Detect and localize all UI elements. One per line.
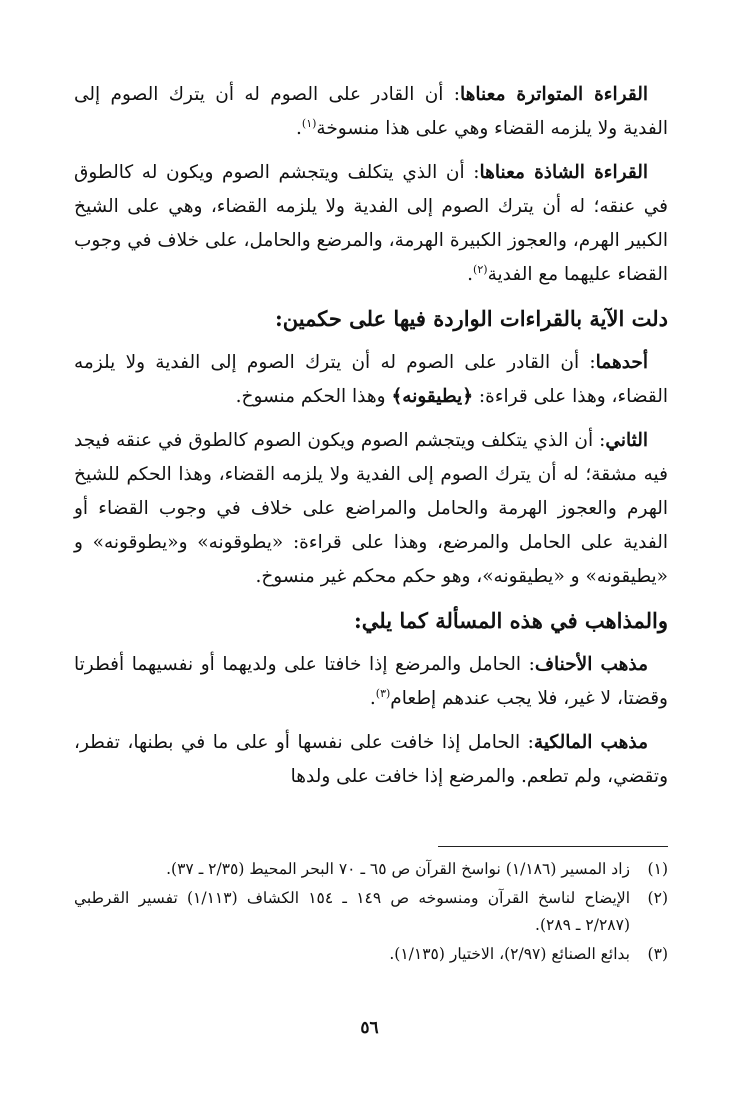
footnote-ref[interactable]: (٣) xyxy=(375,686,391,700)
paragraph-end: . xyxy=(467,264,474,285)
paragraph-text: : الحامل والمرضع إذا خافتا على ولديهما أو نفسيهما أفطرتا وقضتا، لا غير، فلا يجب عندهم إطعام xyxy=(74,654,668,709)
paragraph-shadhdha xyxy=(74,156,668,292)
paragraph-hanafi xyxy=(74,648,668,716)
footnote-number: (٣) xyxy=(647,945,668,963)
paragraph-lead: مذهب الأحناف xyxy=(534,654,648,675)
paragraph-maliki xyxy=(74,726,668,794)
section-heading-madhahib: والمذاهب في هذه المسألة كما يلي: xyxy=(353,608,668,633)
paragraph-lead: القراءة الشاذة معناها xyxy=(479,162,648,183)
paragraph-mutawatir xyxy=(74,78,668,146)
footnote-divider xyxy=(438,846,668,847)
paragraph-text: : أن القادر على الصوم له أن يترك الصوم إلى الفدية ولا يلزمه القضاء، وهذا على قراءة: xyxy=(74,352,668,407)
footnote-item xyxy=(74,856,668,883)
paragraph-end: . xyxy=(369,688,376,709)
paragraph-text: : أن القادر على الصوم له أن يترك الصوم إلى الفدية ولا يلزمه القضاء وهي على هذا منسوخة xyxy=(74,84,668,139)
paragraph-lead: القراءة المتواترة معناها xyxy=(460,84,648,105)
footnote-number: (٢) xyxy=(647,889,668,907)
paragraph-end: . xyxy=(296,118,302,139)
section-heading-rulings: دلت الآية بالقراءات الواردة فيها على حكمين: xyxy=(275,306,668,331)
footnotes xyxy=(74,856,668,970)
footnote-number: (١) xyxy=(647,860,668,878)
paragraph-text: : الحامل إذا خافت على نفسها أو على ما في بطنها، تفطر، وتقضي، ولم تطعم. والمرضع إذا خافت على ولدها xyxy=(74,732,668,787)
paragraph-text: : أن الذي يتكلف ويتجشم الصوم ويكون له كالطوق في عنقه؛ له أن يترك الصوم إلى الفدية ولا يلزمه القضاء، وهي على الشيخ الكبير الهرم، والعجوز الكبيرة الهرمة، والمرضع والحامل، على خلاف في وجوب القضاء عليهما مع الفدية xyxy=(74,162,668,285)
paragraph-ruling-first xyxy=(74,346,668,414)
paragraph-lead: الثاني xyxy=(605,430,648,451)
paragraph-text: : أن الذي يتكلف ويتجشم الصوم ويكون الصوم كالطوق في عنقه فيجد فيه مشقة؛ له أن يترك الصوم إلى الفدية ولا يلزمه القضاء، وهذا الحكم للشيخ الهرم والعجوز الهرمة والحامل والمراضع على خلاف في وجوب القضاء أو الفدية على الحامل والمرضع، وهذا على قراءة: «يطوقونه» و«يطوقونه» و «يطيقونه» و «يطيقونه»، وهو حكم محكم غير منسوخ. xyxy=(74,430,668,587)
footnote-item xyxy=(74,941,668,968)
page-number: ٥٦ xyxy=(360,1018,379,1038)
paragraph-tail: وهذا الحكم منسوخ. xyxy=(235,386,392,407)
footnote-item xyxy=(74,885,668,939)
paragraph-lead: أحدهما xyxy=(595,352,648,373)
footnote-ref[interactable]: (٢) xyxy=(473,262,488,276)
quran-reading: ﴿يطيقونه﴾ xyxy=(391,386,474,407)
footnote-text: بدائع الصنائع (٢/٩٧)، الاختيار (١/١٣٥). xyxy=(389,945,630,963)
paragraph-ruling-second xyxy=(74,424,668,594)
footnote-ref[interactable]: (١) xyxy=(301,116,317,130)
footnote-text: زاد المسير (١/١٨٦) نواسخ القرآن ص ٦٥ ـ ٧٠ البحر المحيط (٢/٣٥ ـ ٣٧). xyxy=(166,860,630,878)
page-body xyxy=(74,78,668,804)
footnote-text: الإيضاح لناسخ القرآن ومنسوخه ص ١٤٩ ـ ١٥٤ الكشاف (١/١١٣) تفسير القرطبي (٢/٢٨٧ ـ ٢٨٩). xyxy=(74,889,630,934)
paragraph-lead: مذهب المالكية xyxy=(533,732,648,753)
